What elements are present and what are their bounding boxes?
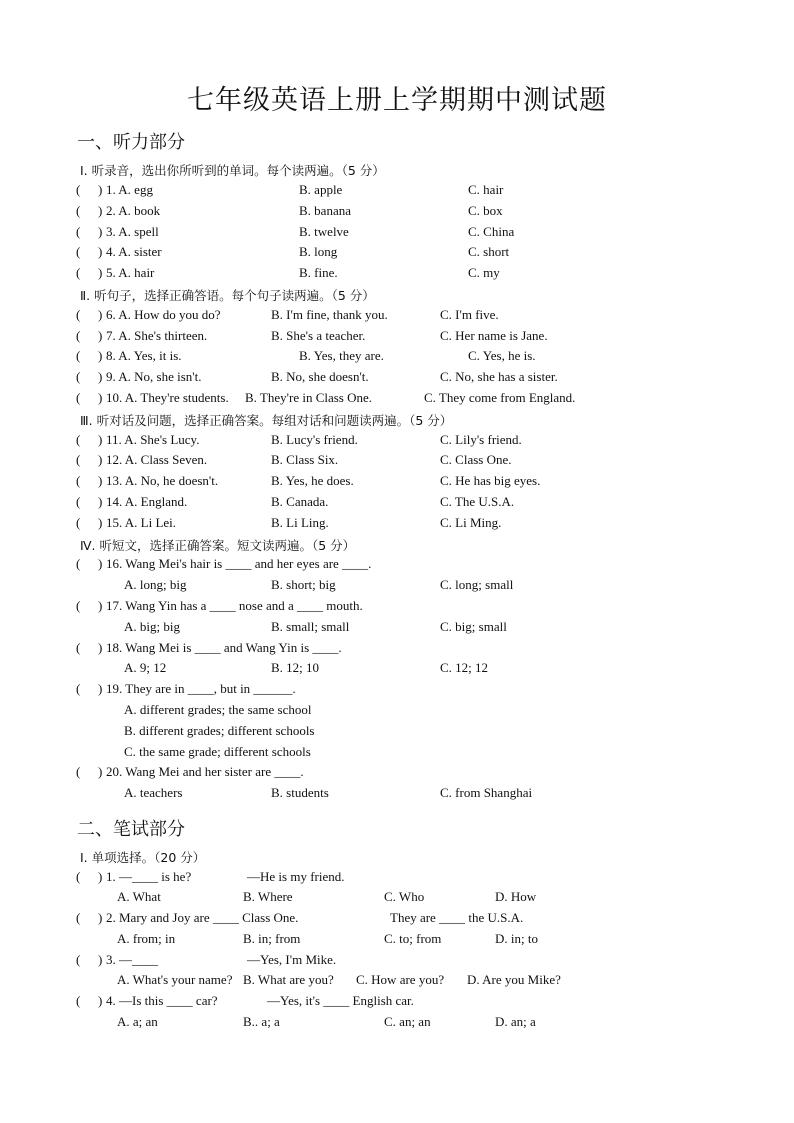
written-part-i-instructions: Ⅰ. 单项选择。（20 分） (80, 850, 206, 865)
option-line: C. the same grade; different schools (124, 744, 311, 759)
page-title: 七年级英语上册上学期期中测试题 (187, 85, 607, 116)
section-written-heading: 二、笔试部分 (77, 819, 185, 840)
option-line: A. different grades; the same school (124, 702, 312, 717)
part-ii-instructions: Ⅱ. 听句子，选择正确答语。每个句子读两遍。（5 分） (80, 288, 375, 303)
part-i-instructions: Ⅰ. 听录音，选出你所听到的单词。每个读两遍。（5 分） (80, 163, 385, 178)
section-listening-heading: 一、听力部分 (77, 132, 185, 153)
part-iv-instructions: Ⅳ. 听短文，选择正确答案。短文读两遍。（5 分） (80, 538, 356, 553)
option-line: B. different grades; different schools (124, 723, 315, 738)
part-iii-instructions: Ⅲ. 听对话及问题，选择正确答案。每组对话和问题读两遍。（5 分） (80, 413, 453, 428)
